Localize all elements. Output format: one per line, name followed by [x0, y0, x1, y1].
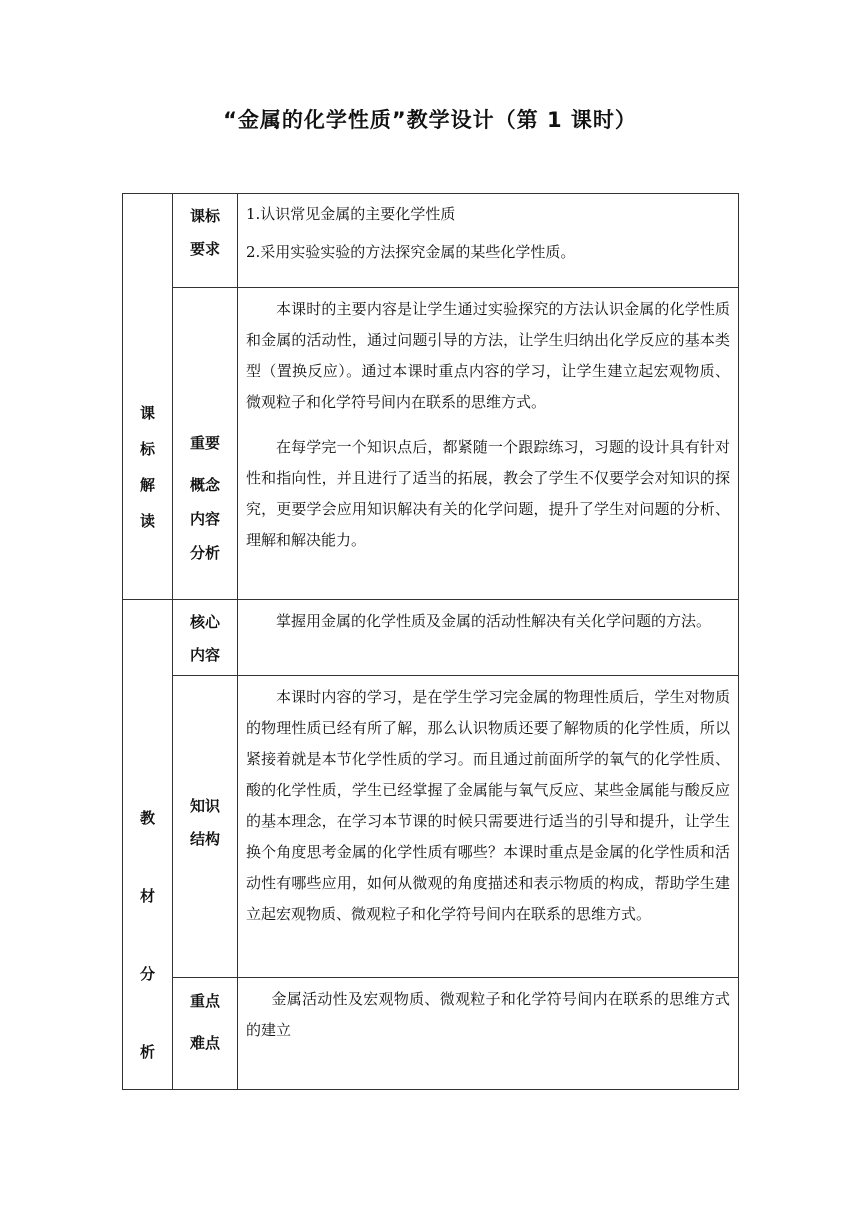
- difficulty-paragraph: 金属活动性及宏观物质、微观粒子和化学符号间内在联系的思维方式的建立: [246, 990, 730, 1039]
- section-char: 解: [139, 475, 155, 494]
- row-label-difficulty: [173, 978, 238, 1090]
- label-line: 概念: [189, 476, 220, 494]
- concept-paragraph: 在每学完一个知识点后，都紧随一个跟踪练习，习题的设计具有针对性和指向性，并且进行了适当的拓展，教会了学生不仅要学会对知识的探究，更要学会应用知识解决有关的化学问题，提升了学生对问题的分析、理解和解决能力。: [246, 438, 730, 549]
- standard-item: 1.认识常见金属的主要化学性质: [246, 205, 456, 223]
- section-char: 分: [139, 964, 155, 983]
- row-content-standard: [238, 194, 739, 288]
- row-label-core: [173, 600, 238, 676]
- row-label-standard: [173, 194, 238, 288]
- document-title: “金属的化学性质”教学设计（第 1 课时）: [223, 108, 637, 132]
- core-paragraph: 掌握用金属的化学性质及金属的活动性解决有关化学问题的方法。: [276, 612, 712, 630]
- lesson-design-table: [122, 193, 739, 1090]
- section-material-label: [123, 600, 173, 1090]
- section-char: 教: [139, 808, 155, 827]
- section-char: 课: [139, 403, 155, 422]
- label-line: 内容: [189, 510, 220, 528]
- label-line: 知识: [189, 797, 220, 815]
- row-content-structure: [238, 676, 739, 978]
- label-line: 重点: [189, 992, 220, 1010]
- row-content-concept: [238, 288, 739, 600]
- label-line: 结构: [189, 830, 220, 848]
- label-line: 要求: [189, 240, 220, 258]
- section-interpretation-label: [123, 194, 173, 600]
- structure-paragraph: 本课时内容的学习，是在学生学习完金属的物理性质后，学生对物质的物理性质已经有所了解，那么认识物质还要了解物质的化学性质，所以紧接着就是本节化学性质的学习。而且通过前面所学的氧气的化学性质、酸的化学性质，学生已经掌握了金属能与氧气反应、某些金属能与酸反应的基本理念，在学习本节课的时候只需要进行适当的引导和提升，让学生换个角度思考金属的化学性质有哪些？本课时重点是金属的化学性质和活动性有哪些应用，如何从微观的角度描述和表示物质的构成，帮助学生建立起宏观物质、微观粒子和化学符号间内在联系的思维方式。: [246, 688, 730, 923]
- label-line: 核心: [189, 613, 220, 631]
- row-label-concept: [173, 288, 238, 600]
- section-char: 析: [139, 1042, 155, 1061]
- row-label-structure: [173, 676, 238, 978]
- row-content-core: [238, 600, 739, 676]
- label-line: 重要: [189, 434, 220, 452]
- concept-paragraph: 本课时的主要内容是让学生通过实验探究的方法认识金属的化学性质和金属的活动性，通过问题引导的方法，让学生归纳出化学反应的基本类型（置换反应）。通过本课时重点内容的学习，让学生建立起宏观物质、微观粒子和化学符号间内在联系的思维方式。: [246, 300, 730, 411]
- label-line: 难点: [189, 1034, 220, 1052]
- standard-item: 2.采用实验实验的方法探究金属的某些化学性质。: [246, 243, 576, 261]
- section-char: 标: [139, 439, 155, 458]
- row-content-difficulty: [238, 978, 739, 1090]
- label-line: 内容: [189, 646, 220, 664]
- label-line: 课标: [189, 207, 220, 225]
- section-char: 材: [139, 886, 155, 905]
- section-char: 读: [139, 511, 155, 530]
- label-line: 分析: [189, 544, 220, 562]
